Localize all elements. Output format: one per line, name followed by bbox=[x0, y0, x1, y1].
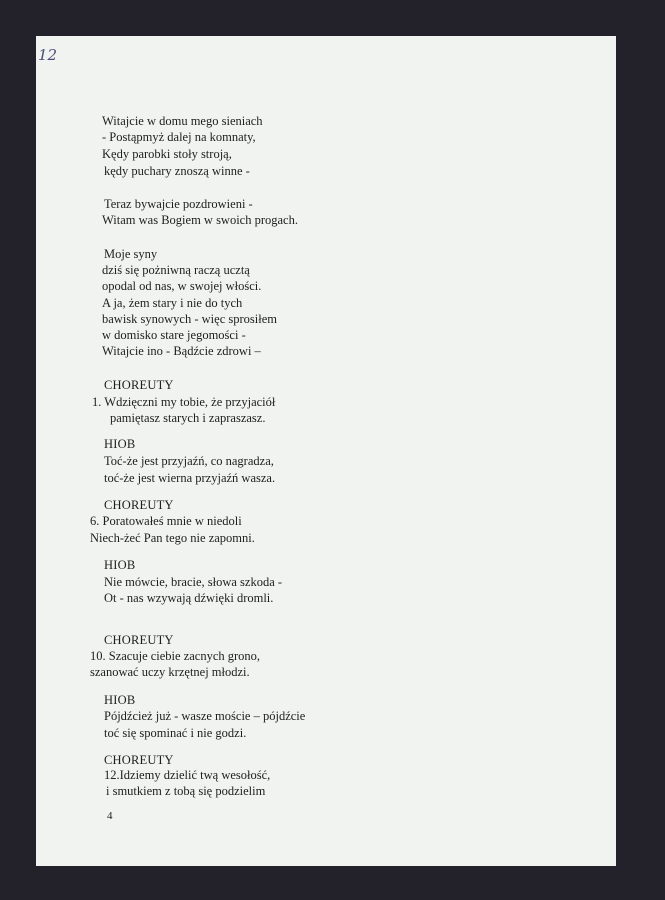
verse-line: dziś się pożniwną raczą ucztą bbox=[102, 263, 250, 277]
verse-line: bawisk synowych - więc sprosiłem bbox=[102, 312, 277, 326]
page-number: 4 bbox=[107, 810, 113, 822]
verse-line: toć się spominać i nie godzi. bbox=[104, 726, 247, 740]
verse-line: Witajcie w domu mego sieniach bbox=[102, 114, 263, 128]
verse-line: kędy puchary znoszą winne - bbox=[104, 164, 250, 178]
speaker-label: CHOREUTY bbox=[104, 498, 174, 512]
speaker-label: HIOB bbox=[104, 693, 136, 707]
speaker-label: CHOREUTY bbox=[104, 753, 174, 767]
verse-line: 12.Idziemy dzielić twą wesołość, bbox=[104, 768, 271, 782]
verse-line: toć-że jest wierna przyjaźń wasza. bbox=[104, 471, 276, 485]
verse-line: Ot - nas wzywają dźwięki dromli. bbox=[104, 591, 274, 605]
verse-line: Teraz bywajcie pozdrowieni - bbox=[104, 197, 253, 211]
verse-line: Witajcie ino - Bądźcie zdrowi – bbox=[102, 344, 261, 358]
verse-line: w domisko stare jegomości - bbox=[102, 328, 246, 342]
verse-line: 6. Poratowałeś mnie w niedoli bbox=[90, 514, 242, 528]
speaker-label: CHOREUTY bbox=[104, 378, 174, 392]
speaker-label: CHOREUTY bbox=[104, 633, 174, 647]
verse-line: Toć-że jest przyjaźń, co nagradza, bbox=[104, 454, 274, 468]
verse-line: Witam was Bogiem w swoich progach. bbox=[102, 213, 298, 227]
verse-line: 10. Szacuje ciebie zacnych grono, bbox=[90, 649, 261, 663]
verse-line: Nie mówcie, bracie, słowa szkoda - bbox=[104, 575, 283, 589]
verse-line: Moje syny bbox=[104, 247, 158, 261]
verse-line: Niech-żeć Pan tego nie zapomni. bbox=[90, 531, 255, 545]
verse-line: 1. Wdzięczni my tobie, że przyjaciół bbox=[92, 395, 276, 409]
verse-line: opodal od nas, w swojej włości. bbox=[102, 279, 262, 293]
verse-line: szanować uczy krzętnej młodzi. bbox=[90, 665, 250, 679]
verse-line: i smutkiem z tobą się podzielim bbox=[106, 784, 266, 798]
verse-line: A ja, żem stary i nie do tych bbox=[102, 296, 243, 310]
speaker-label: HIOB bbox=[104, 558, 136, 572]
verse-line: Kędy parobki stoły stroją, bbox=[102, 147, 232, 161]
handwritten-page-note: 12 bbox=[38, 46, 58, 64]
verse-line: Pójdźcież już - wasze moście – pójdźcie bbox=[104, 709, 306, 723]
speaker-label: HIOB bbox=[104, 437, 136, 451]
verse-line: pamiętasz starych i zapraszasz. bbox=[110, 411, 266, 425]
verse-line: - Postąpmyż dalej na komnaty, bbox=[102, 130, 256, 144]
